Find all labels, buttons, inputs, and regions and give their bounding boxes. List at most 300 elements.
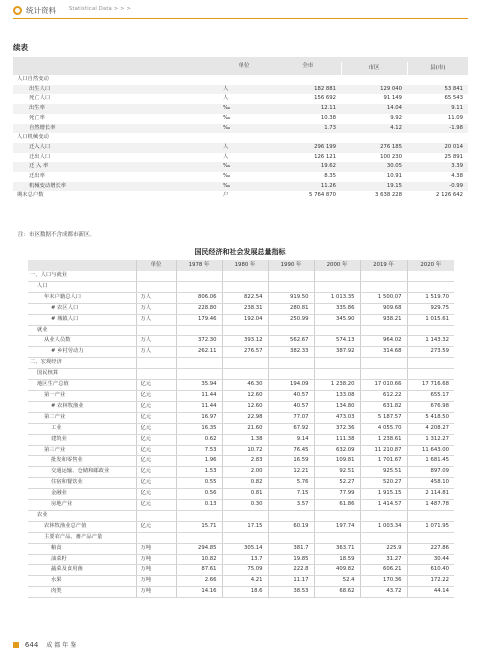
row-value: 1 414.57 (360, 500, 407, 511)
row-value (268, 271, 314, 281)
row-value: 574.13 (314, 336, 360, 347)
row-label: 第二产业 (28, 412, 136, 423)
header-year: 2019 年 (360, 260, 407, 271)
row-value: 17 716.68 (407, 380, 454, 391)
row-value: 262.11 (176, 347, 222, 358)
row-value: 562.67 (268, 336, 314, 347)
row-unit: 万吨 (136, 554, 176, 565)
table-row (13, 172, 468, 182)
table-header-row (28, 260, 454, 271)
row-value: 16.35 (176, 423, 222, 434)
row-value: 372.30 (176, 336, 222, 347)
header-total: 全市 (275, 57, 341, 75)
row-value: 38.53 (268, 587, 314, 598)
row-value: 964.02 (360, 336, 407, 347)
table-note: 注：市区数据不含成都市新区。 (18, 232, 96, 238)
row-value (268, 369, 314, 380)
row-value: 172.22 (407, 576, 454, 587)
row-unit: ‰ (213, 114, 275, 124)
row-value: 929.75 (407, 303, 454, 314)
row-value: 610.40 (407, 565, 454, 576)
row-urban: 14.04 (341, 104, 407, 114)
row-unit: 亿元 (136, 412, 176, 423)
page-footer (13, 640, 78, 649)
row-label: 从业人员数 (28, 336, 136, 347)
header-year: 2020 年 (407, 260, 454, 271)
row-unit: 万人 (136, 314, 176, 325)
footer-block-icon (13, 642, 19, 648)
row-value: 12.21 (268, 467, 314, 478)
row-value: 631.82 (360, 401, 407, 412)
row-unit: 亿元 (136, 467, 176, 478)
row-value: 676.98 (407, 401, 454, 412)
row-label: 农林牧渔业总产值 (28, 521, 136, 532)
row-value: 1 500.07 (360, 292, 407, 303)
row-value: 12.60 (222, 401, 268, 412)
row-value: 18.6 (222, 587, 268, 598)
row-unit (136, 510, 176, 521)
row-value: 52.4 (314, 576, 360, 587)
row-value: 612.22 (360, 390, 407, 401)
table-row (28, 565, 454, 576)
row-urban: 4.12 (341, 124, 407, 134)
table-row (28, 423, 454, 434)
row-unit (136, 369, 176, 380)
row-label: 迁出人口 (13, 153, 213, 163)
table-row (28, 587, 454, 598)
row-value (268, 281, 314, 292)
row-value: 30.44 (407, 554, 454, 565)
row-label: 粮食 (28, 543, 136, 554)
row-value: 1.96 (176, 456, 222, 467)
row-value: 19.85 (268, 554, 314, 565)
table-row (13, 133, 468, 143)
table-row (28, 500, 454, 511)
row-value: 909.68 (360, 303, 407, 314)
row-value: 1 015.61 (407, 314, 454, 325)
row-value (407, 510, 454, 521)
row-value: 9.14 (268, 434, 314, 445)
row-label: 批发和零售业 (28, 456, 136, 467)
row-unit: 人 (213, 143, 275, 153)
continued-label: 续表 (13, 43, 28, 52)
row-value: 0.55 (176, 478, 222, 489)
row-unit: 亿元 (136, 456, 176, 467)
row-label: 国民核算 (28, 369, 136, 380)
table-row (28, 325, 454, 336)
row-value (407, 325, 454, 336)
economy-table (28, 260, 454, 598)
population-table (13, 57, 468, 201)
row-unit: 亿元 (136, 445, 176, 456)
table-row (28, 303, 454, 314)
row-unit: 人 (213, 85, 275, 95)
table-row (28, 292, 454, 303)
row-total: 8.35 (275, 172, 341, 182)
row-value (360, 358, 407, 369)
row-value: 0.82 (222, 478, 268, 489)
row-county: 11.09 (407, 114, 468, 124)
row-label: 肉类 (28, 587, 136, 598)
row-value: 382.33 (268, 347, 314, 358)
row-value: 76.45 (268, 445, 314, 456)
row-label: # 农林牧渔业 (28, 401, 136, 412)
row-value (314, 358, 360, 369)
row-value: 7.53 (176, 445, 222, 456)
row-label: 就业 (28, 325, 136, 336)
row-value (314, 532, 360, 543)
row-value: 2.66 (176, 576, 222, 587)
table-row (28, 314, 454, 325)
row-value: 822.54 (222, 292, 268, 303)
row-total (275, 75, 341, 85)
table-row (28, 576, 454, 587)
row-county: 3.39 (407, 162, 468, 172)
row-value: 35.94 (176, 380, 222, 391)
row-unit: 亿元 (136, 521, 176, 532)
row-value: 294.85 (176, 543, 222, 554)
row-value: 4 055.70 (360, 423, 407, 434)
row-county: 65 543 (407, 94, 468, 104)
row-value (268, 510, 314, 521)
row-value: 13.7 (222, 554, 268, 565)
row-value: 61.86 (314, 500, 360, 511)
row-urban: 19.15 (341, 182, 407, 192)
row-value: 4.21 (222, 576, 268, 587)
row-label: 第一产业 (28, 390, 136, 401)
table-row (13, 114, 468, 124)
row-value: 1 238.61 (360, 434, 407, 445)
row-value (222, 358, 268, 369)
row-value: 5.76 (268, 478, 314, 489)
row-value: 238.31 (222, 303, 268, 314)
row-unit (136, 325, 176, 336)
row-value: 938.21 (360, 314, 407, 325)
row-value: 17 010.66 (360, 380, 407, 391)
row-value (176, 325, 222, 336)
header-year: 1978 年 (176, 260, 222, 271)
row-value (314, 281, 360, 292)
row-value: 194.09 (268, 380, 314, 391)
row-value: 925.51 (360, 467, 407, 478)
row-value: 2.83 (222, 456, 268, 467)
row-value: 273.59 (407, 347, 454, 358)
row-value: 4 208.27 (407, 423, 454, 434)
row-label: 死亡率 (13, 114, 213, 124)
row-value: 1 003.34 (360, 521, 407, 532)
row-value (268, 358, 314, 369)
row-value (176, 271, 222, 281)
row-label: 地区生产总值 (28, 380, 136, 391)
row-value: 52.27 (314, 478, 360, 489)
row-value: 1 915.15 (360, 489, 407, 500)
row-value: 10.72 (222, 445, 268, 456)
row-value (407, 532, 454, 543)
row-unit: 人 (213, 94, 275, 104)
row-unit (213, 75, 275, 85)
row-total: 182 881 (275, 85, 341, 95)
row-value: 16.97 (176, 412, 222, 423)
table-row (28, 445, 454, 456)
row-value: 345.90 (314, 314, 360, 325)
row-label: 交通运输、仓储和邮政业 (28, 467, 136, 478)
row-value: 314.68 (360, 347, 407, 358)
row-value: 250.99 (268, 314, 314, 325)
row-label: 人口机械变动 (13, 133, 213, 143)
row-value (222, 532, 268, 543)
row-value (222, 510, 268, 521)
row-label: 一、人口与就业 (28, 271, 136, 281)
row-value (360, 510, 407, 521)
row-value (360, 369, 407, 380)
row-value: 40.57 (268, 390, 314, 401)
table-row (13, 104, 468, 114)
row-value: 919.50 (268, 292, 314, 303)
row-label: 房地产业 (28, 500, 136, 511)
row-county: 53 841 (407, 85, 468, 95)
row-unit: 亿元 (136, 489, 176, 500)
row-urban (341, 133, 407, 143)
row-value: 222.8 (268, 565, 314, 576)
row-value: 10.82 (176, 554, 222, 565)
row-value: 11 643.00 (407, 445, 454, 456)
row-label: 工业 (28, 423, 136, 434)
page-number: 644 (24, 640, 39, 649)
row-value: 1 143.32 (407, 336, 454, 347)
row-county: 2 126 642 (407, 191, 468, 201)
row-value (360, 325, 407, 336)
row-county: 25 891 (407, 153, 468, 163)
row-value: 0.81 (222, 489, 268, 500)
row-total: 11.26 (275, 182, 341, 192)
row-value: 1.53 (176, 467, 222, 478)
row-unit (136, 281, 176, 292)
row-value: 1 312.27 (407, 434, 454, 445)
row-total: 5 764 870 (275, 191, 341, 201)
row-unit: 万吨 (136, 576, 176, 587)
row-unit: 亿元 (136, 423, 176, 434)
row-urban: 91 149 (341, 94, 407, 104)
row-value: 179.46 (176, 314, 222, 325)
row-value: 11.44 (176, 390, 222, 401)
row-value (222, 369, 268, 380)
row-value: 227.86 (407, 543, 454, 554)
row-value: 2.00 (222, 467, 268, 478)
row-value: 11 210.87 (360, 445, 407, 456)
row-value: 1 681.45 (407, 456, 454, 467)
table-row (13, 143, 468, 153)
table-row (13, 182, 468, 192)
row-unit: 万吨 (136, 543, 176, 554)
table-row (28, 489, 454, 500)
row-value: 387.92 (314, 347, 360, 358)
row-urban: 100 230 (341, 153, 407, 163)
row-value: 14.16 (176, 587, 222, 598)
row-urban: 9.92 (341, 114, 407, 124)
row-value: 381.7 (268, 543, 314, 554)
row-total: 126 121 (275, 153, 341, 163)
header-blank (28, 260, 136, 271)
header-year: 1980 年 (222, 260, 268, 271)
row-value: 1 013.35 (314, 292, 360, 303)
table2-title: 国民经济和社会发展总量指标 (194, 248, 286, 256)
row-value: 2 114.81 (407, 489, 454, 500)
row-value: 0.56 (176, 489, 222, 500)
row-value (268, 532, 314, 543)
row-unit: 亿元 (136, 390, 176, 401)
row-value (314, 510, 360, 521)
row-label: 出生率 (13, 104, 213, 114)
table-row (13, 124, 468, 134)
row-value: 15.71 (176, 521, 222, 532)
row-unit: 万人 (136, 292, 176, 303)
row-value: 393.12 (222, 336, 268, 347)
table-row (28, 456, 454, 467)
row-label: 迁 入 率 (13, 162, 213, 172)
row-unit: 户 (213, 191, 275, 201)
row-value: 7.15 (268, 489, 314, 500)
table-row (13, 85, 468, 95)
row-value: 458.10 (407, 478, 454, 489)
row-value (268, 325, 314, 336)
table-row (28, 532, 454, 543)
section-circle-icon (13, 6, 22, 15)
row-total: 19.62 (275, 162, 341, 172)
row-value: 520.27 (360, 478, 407, 489)
row-unit: ‰ (213, 172, 275, 182)
row-value: 305.14 (222, 543, 268, 554)
row-value: 335.86 (314, 303, 360, 314)
row-value: 280.81 (268, 303, 314, 314)
row-value: 46.30 (222, 380, 268, 391)
row-value: 632.09 (314, 445, 360, 456)
yearbook-name: 成都年鉴 (46, 642, 79, 649)
row-unit: 万人 (136, 347, 176, 358)
row-urban: 3 638 228 (341, 191, 407, 201)
table-row (28, 510, 454, 521)
row-value: 655.17 (407, 390, 454, 401)
row-unit: 万吨 (136, 565, 176, 576)
row-total: 1.73 (275, 124, 341, 134)
row-label: 人口自然变动 (13, 75, 213, 85)
row-urban: 30.05 (341, 162, 407, 172)
row-total: 12.11 (275, 104, 341, 114)
row-value: 43.72 (360, 587, 407, 598)
row-county (407, 133, 468, 143)
row-value: 363.71 (314, 543, 360, 554)
row-label: # 城镇人口 (28, 314, 136, 325)
row-value: 1 238.20 (314, 380, 360, 391)
row-value: 12.60 (222, 390, 268, 401)
row-urban: 129 040 (341, 85, 407, 95)
row-value: 5 418.50 (407, 412, 454, 423)
table-row (28, 434, 454, 445)
row-label: 二、宏观经济 (28, 358, 136, 369)
row-value: 11.44 (176, 401, 222, 412)
row-urban (341, 75, 407, 85)
row-unit: 万人 (136, 336, 176, 347)
row-value (360, 281, 407, 292)
row-label: 机械变动增长率 (13, 182, 213, 192)
row-value: 0.62 (176, 434, 222, 445)
row-unit: 人 (213, 153, 275, 163)
row-label: 主要农产品、畜产品产量 (28, 532, 136, 543)
row-value: 68.62 (314, 587, 360, 598)
row-value: 31.27 (360, 554, 407, 565)
row-label: 住宿和餐饮业 (28, 478, 136, 489)
header-rule (13, 18, 468, 19)
row-value (222, 325, 268, 336)
row-value (407, 281, 454, 292)
row-value (407, 358, 454, 369)
row-value: 1 701.67 (360, 456, 407, 467)
row-unit: 亿元 (136, 401, 176, 412)
row-unit (136, 358, 176, 369)
row-value (176, 532, 222, 543)
row-urban: 10.91 (341, 172, 407, 182)
header-county: 县(市) (407, 62, 468, 75)
row-unit: 亿元 (136, 434, 176, 445)
row-county: -1.98 (407, 124, 468, 134)
table-row (28, 467, 454, 478)
table-row (28, 390, 454, 401)
row-value (407, 369, 454, 380)
row-value: 473.03 (314, 412, 360, 423)
row-value (314, 369, 360, 380)
row-label: 第三产业 (28, 445, 136, 456)
row-value: 0.13 (176, 500, 222, 511)
row-value (176, 510, 222, 521)
row-label: # 乡村劳动力 (28, 347, 136, 358)
row-value: 21.60 (222, 423, 268, 434)
row-unit (136, 271, 176, 281)
row-label: 水果 (28, 576, 136, 587)
row-value (222, 271, 268, 281)
row-value: 134.80 (314, 401, 360, 412)
table-row (28, 358, 454, 369)
row-county: 4.38 (407, 172, 468, 182)
row-label: 期末总户数 (13, 191, 213, 201)
row-label: 出生人口 (13, 85, 213, 95)
row-value: 44.14 (407, 587, 454, 598)
page-header (13, 5, 468, 19)
row-value: 225.9 (360, 543, 407, 554)
row-unit (213, 133, 275, 143)
row-value: 197.74 (314, 521, 360, 532)
table-row (28, 543, 454, 554)
row-value (407, 271, 454, 281)
row-value: 1 071.95 (407, 521, 454, 532)
table-row (28, 281, 454, 292)
row-label: 死亡人口 (13, 94, 213, 104)
row-value: 897.09 (407, 467, 454, 478)
row-value: 77.07 (268, 412, 314, 423)
section-title-en: Statistical Data > > > (69, 6, 132, 12)
header-year: 1990 年 (268, 260, 314, 271)
table-row (28, 336, 454, 347)
row-county: 20 014 (407, 143, 468, 153)
table-row (28, 521, 454, 532)
row-unit (136, 532, 176, 543)
row-value: 67.92 (268, 423, 314, 434)
row-value (314, 325, 360, 336)
row-label: 蔬菜及食用菌 (28, 565, 136, 576)
row-value: 16.59 (268, 456, 314, 467)
row-value: 228.80 (176, 303, 222, 314)
row-unit: ‰ (213, 162, 275, 172)
row-urban: 276 185 (341, 143, 407, 153)
table-row (13, 162, 468, 172)
